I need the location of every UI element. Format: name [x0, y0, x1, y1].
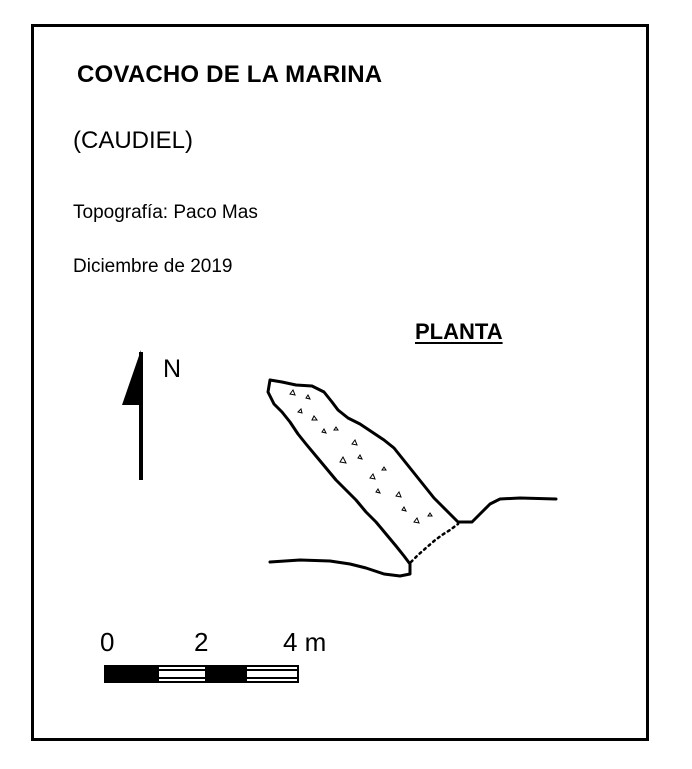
scale-bar: [105, 666, 298, 682]
north-label: N: [163, 355, 182, 383]
scale-label-4m: 4 m: [283, 627, 327, 657]
cave-location: (CAUDIEL): [73, 127, 194, 154]
north-arrow-icon: [122, 350, 141, 480]
scale-label-0: 0: [100, 627, 115, 657]
drip-line: [411, 524, 458, 562]
view-label: PLANTA: [415, 319, 503, 344]
cave-title: COVACHO DE LA MARINA: [77, 61, 383, 88]
survey-date: Diciembre de 2019: [73, 256, 233, 277]
scale-label-2: 2: [194, 627, 209, 657]
surveyor-credit: Topografía: Paco Mas: [73, 202, 258, 223]
rock-debris-symbols: [290, 390, 432, 523]
